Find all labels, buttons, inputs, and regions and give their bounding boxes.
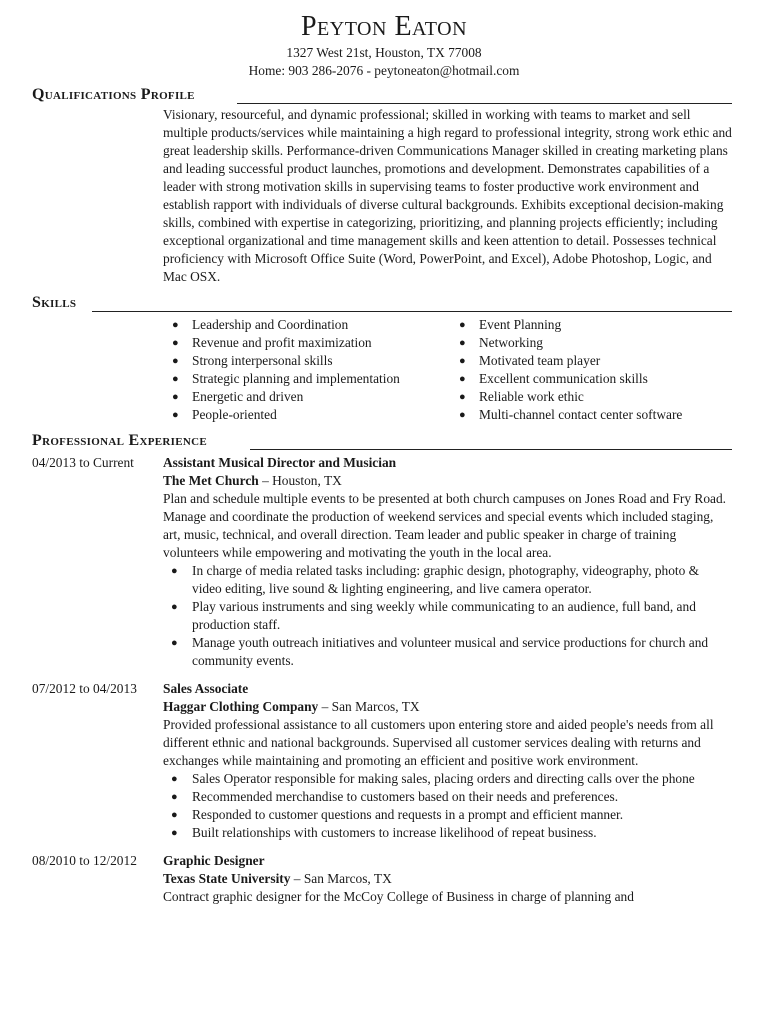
job-employer: The Met Church – Houston, TX bbox=[163, 473, 342, 488]
experience-title: Professional Experience bbox=[32, 432, 213, 450]
qualifications-text: Visionary, resourceful, and dynamic professional; skilled in working with teams to market and sell multiple products/services while maintaining a high regard to professional integrity, strong work ethic and great leadership skills. Performance-driven Communications Manager skilled in creating marketing plans and leading successful product launches, promotions and development. Demonstrates capabilities of a leader with strong motivation skills in supervising teams to foster productive work environment and establish rapport with individuals of diverse cultural backgrounds. Exhibits exceptional decision-making skills, combined with expertise in categorizing, prioritizing, and planning projects efficiently; including exceptional organizational and time management skills and keen attention to detail. Possesses technical proficiency with Microsoft Office Suite (Word, PowerPoint, and Excel), Adobe Photoshop, Logic, and Mac OSX. bbox=[163, 107, 732, 284]
list-item: ● Play various instruments and sing weekly while communicating to an audience, full band, and production staff. bbox=[171, 599, 696, 632]
bullet-icon: ● bbox=[171, 565, 178, 577]
job-bullets bbox=[171, 562, 732, 670]
employer-location: Houston, TX bbox=[272, 473, 342, 488]
candidate-name: Peyton Eaton bbox=[300, 11, 468, 42]
bullet-icon: ● bbox=[459, 319, 466, 331]
job-title: Assistant Musical Director and Musician bbox=[163, 455, 397, 470]
skill-item: ● Strong interpersonal skills bbox=[172, 353, 333, 368]
list-item: ● In charge of media related tasks including: graphic design, photography, videography, photo & video editing, live sound & lighting engineering, and live camera operator. bbox=[171, 563, 700, 596]
skills-section-header bbox=[32, 292, 732, 314]
job-details bbox=[163, 680, 732, 842]
resume-header bbox=[0, 0, 768, 80]
skills-title: Skills bbox=[32, 294, 82, 312]
job-details bbox=[163, 852, 732, 906]
bullet-icon: ● bbox=[459, 337, 466, 349]
bullet-icon: ● bbox=[171, 791, 178, 803]
bullet-icon: ● bbox=[172, 373, 179, 385]
bullet-icon: ● bbox=[172, 319, 179, 331]
skill-item: ● Networking bbox=[459, 335, 543, 350]
bullet-icon: ● bbox=[459, 373, 466, 385]
job-dates: 08/2010 to 12/2012 bbox=[32, 853, 137, 868]
contact-info: Home: 903 286-2076 - peytoneaton@hotmail.com bbox=[248, 63, 520, 78]
job-details bbox=[163, 454, 732, 670]
bullet-icon: ● bbox=[172, 409, 179, 421]
job-description: Plan and schedule multiple events to be presented at both church campuses on Jones Road and Fry Road. Manage and coordinate the production of weekend services and special events which included staging, art, music, technical, and overall direction. Team leader and public speaker in charge of training volunteers while empowering and motivating the youth in the local area. bbox=[163, 491, 727, 560]
employer-name: The Met Church bbox=[163, 473, 259, 488]
list-item: ● Sales Operator responsible for making sales, placing orders and directing calls over the phone bbox=[171, 771, 695, 786]
job-description: Provided professional assistance to all customers upon entering store and aided people's needs from all different ethnic and national backgrounds. Supervised all customer services dealing with returns and exchanges while maintaining and promoting an efficient and positive work environment. bbox=[163, 717, 714, 768]
spacer bbox=[0, 670, 768, 680]
list-item: ● Recommended merchandise to customers based on their needs and preferences. bbox=[171, 789, 619, 804]
job-entry bbox=[32, 680, 732, 842]
skill-item: ● Multi-channel contact center software bbox=[459, 407, 683, 422]
skills-list bbox=[172, 316, 768, 424]
employer-name: Texas State University bbox=[163, 871, 291, 886]
job-description: Contract graphic designer for the McCoy College of Business in charge of planning and bbox=[163, 889, 634, 904]
skill-item: ● Strategic planning and implementation bbox=[172, 371, 400, 386]
employer-location: San Marcos, TX bbox=[331, 699, 420, 714]
qualifications-section-header bbox=[32, 84, 732, 106]
bullet-icon: ● bbox=[172, 337, 179, 349]
list-item: ● Built relationships with customers to increase likelihood of repeat business. bbox=[171, 825, 597, 840]
skill-item: ● People-oriented bbox=[172, 407, 277, 422]
bullet-icon: ● bbox=[171, 809, 178, 821]
employer-location: San Marcos, TX bbox=[303, 871, 392, 886]
bullet-icon: ● bbox=[459, 391, 466, 403]
bullet-icon: ● bbox=[459, 355, 466, 367]
employer-name: Haggar Clothing Company bbox=[163, 699, 319, 714]
skills-column-left bbox=[172, 316, 459, 424]
section-divider bbox=[92, 311, 732, 312]
bullet-icon: ● bbox=[172, 355, 179, 367]
skill-item: ● Revenue and profit maximization bbox=[172, 335, 372, 350]
skill-item: ● Energetic and driven bbox=[172, 389, 304, 404]
bullet-icon: ● bbox=[171, 601, 178, 613]
qualifications-title: Qualifications Profile bbox=[32, 86, 201, 104]
bullet-icon: ● bbox=[172, 391, 179, 403]
section-divider bbox=[250, 449, 732, 450]
skill-item: ● Event Planning bbox=[459, 317, 562, 332]
skill-item: ● Excellent communication skills bbox=[459, 371, 648, 386]
section-divider bbox=[237, 103, 732, 104]
job-title: Graphic Designer bbox=[163, 853, 265, 868]
job-dates: 04/2013 to Current bbox=[32, 455, 134, 470]
job-title: Sales Associate bbox=[163, 681, 249, 696]
bullet-icon: ● bbox=[171, 827, 178, 839]
job-employer: Texas State University – San Marcos, TX bbox=[163, 871, 392, 886]
skill-item: ● Reliable work ethic bbox=[459, 389, 584, 404]
spacer bbox=[0, 842, 768, 852]
skill-item: ● Motivated team player bbox=[459, 353, 601, 368]
job-bullets bbox=[171, 770, 732, 842]
job-entry bbox=[32, 852, 732, 906]
bullet-icon: ● bbox=[171, 637, 178, 649]
job-entry bbox=[32, 454, 732, 670]
list-item: ● Responded to customer questions and requests in a prompt and efficient manner. bbox=[171, 807, 624, 822]
skills-column-right bbox=[459, 316, 682, 424]
job-employer: Haggar Clothing Company – San Marcos, TX bbox=[163, 699, 420, 714]
job-dates: 07/2012 to 04/2013 bbox=[32, 681, 137, 696]
address: 1327 West 21st, Houston, TX 77008 bbox=[286, 45, 482, 60]
skill-item: ● Leadership and Coordination bbox=[172, 317, 349, 332]
bullet-icon: ● bbox=[459, 409, 466, 421]
list-item: ● Manage youth outreach initiatives and volunteer musical and service productions for church and community events. bbox=[171, 635, 709, 668]
experience-section-header bbox=[32, 430, 732, 452]
bullet-icon: ● bbox=[171, 773, 178, 785]
